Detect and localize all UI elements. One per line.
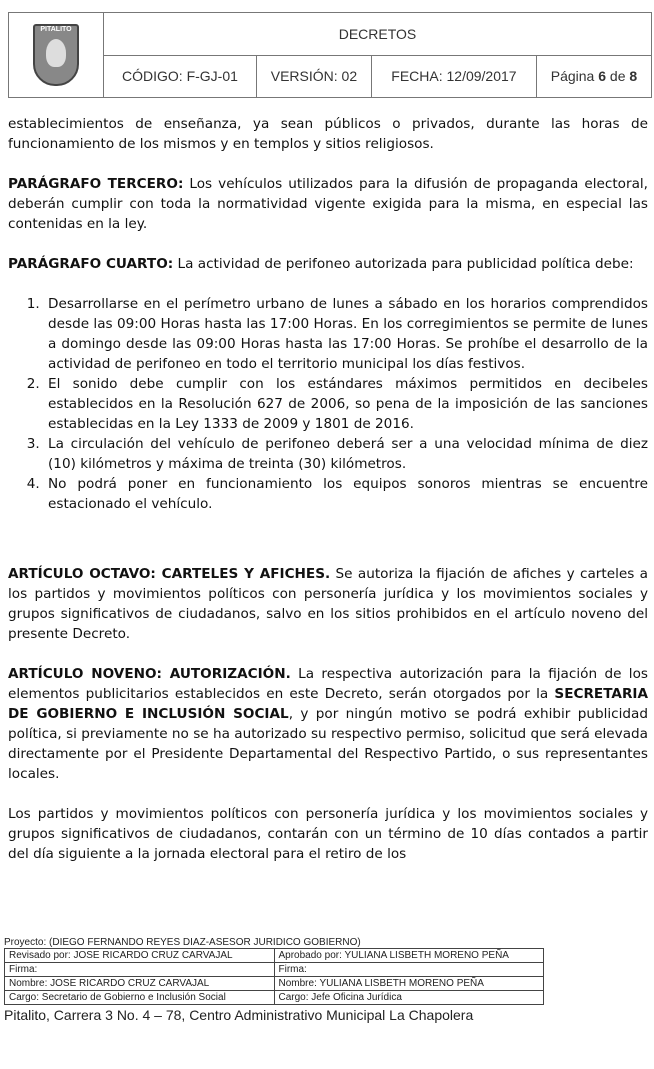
approved-by: Aprobado por: YULIANA LISBETH MORENO PEÑA <box>274 949 544 963</box>
list-item: 4. No podrá poner en funcionamiento los equipos sonoros mientras se encuentre estacionado el vehículo. <box>44 474 648 514</box>
name-left: Nombre: JOSE RICARDO CRUZ CARVAJAL <box>5 977 275 991</box>
document-body <box>8 114 648 884</box>
articulo-octavo: ARTÍCULO OCTAVO: CARTELES Y AFICHES. Se autoriza la fijación de afiches y carteles a los partidos y movimientos políticos con personería jurídica y los movimientos sociales y grupos significativos de ciudadanos, salvo en los sitios prohibidos en el artículo noveno del presente Decreto. <box>8 566 648 642</box>
document-title: DECRETOS <box>104 13 652 56</box>
requirements-list <box>8 294 648 514</box>
reviewed-by: Revisado por: JOSE RICARDO CRUZ CARVAJAL <box>5 949 275 963</box>
logo-text: PITALITO <box>40 26 72 33</box>
position-right: Cargo: Jefe Oficina Jurídica <box>274 991 544 1005</box>
signature-footer <box>4 937 650 1023</box>
version: VERSIÓN: 02 <box>256 55 371 98</box>
articulo-noveno: ARTÍCULO NOVENO: AUTORIZACIÓN. La respectiva autorización para la fijación de los elementos publicitarios establecidos en este Decreto, serán otorgados por la SECRETARIA DE GOBIERNO E INCLUSIÓN SOCIAL, y por ningún motivo se podrá exhibir publicidad política, si previamente no se ha autorizado su respectivo permiso, solicitud que será elevada directamente por el Presidente Departamental del Respectivo Partido, o sus representantes locales. <box>8 666 649 782</box>
proyecto-line: Proyecto: (DIEGO FERNANDO REYES DIAZ-ASESOR JURIDICO GOBIERNO) <box>4 937 361 948</box>
page-number: Página 6 de 8 <box>536 55 651 98</box>
paragrafo-cuarto: PARÁGRAFO CUARTO: La actividad de perifoneo autorizada para publicidad política debe: <box>8 256 634 272</box>
date: FECHA: 12/09/2017 <box>371 55 536 98</box>
position-left: Cargo: Secretario de Gobierno e Inclusión Social <box>5 991 275 1005</box>
list-item: 1. Desarrollarse en el perímetro urbano de lunes a sábado en los horarios comprendidos desde las 09:00 Horas hasta las 17:00 Horas. En los corregimientos se permite de lunes a domingo desde las 09:00 Horas hasta las 17:00 Horas. Se prohíbe el desarrollo de la actividad de perifoneo en todo el territorio municipal los días festivos. <box>44 294 648 374</box>
document-header <box>8 12 652 98</box>
paragraph: establecimientos de enseñanza, ya sean públicos o privados, durante las horas de funcionamiento de los mismos y en templos y sitios religiosos. <box>8 116 648 152</box>
approval-table <box>4 948 544 1005</box>
paragrafo-tercero: PARÁGRAFO TERCERO: Los vehículos utilizados para la difusión de propaganda electoral, deberán cumplir con toda la normatividad vigente exigida para la misma, en especial las contenidas en la ley. <box>8 176 648 232</box>
address: Pitalito, Carrera 3 No. 4 – 78, Centro Administrativo Municipal La Chapolera <box>4 1007 474 1023</box>
signature-left: Firma: <box>5 963 275 977</box>
list-item: 2. El sonido debe cumplir con los estándares máximos permitidos en decibeles establecidos en la Resolución 627 de 2006, so pena de la imposición de las sanciones establecidas en la Ley 1333 de 2009 y 1801 de 2016. <box>44 374 648 434</box>
logo-cell <box>9 13 104 98</box>
name-right: Nombre: YULIANA LISBETH MORENO PEÑA <box>274 977 544 991</box>
paragraph: Los partidos y movimientos políticos con personería jurídica y los movimientos sociales y grupos significativos de ciudadanos, contarán con un término de 10 días contados a partir del día siguiente a la jornada electoral para el retiro de los <box>8 806 648 862</box>
list-item: 3. La circulación del vehículo de perifoneo deberá ser a una velocidad mínima de diez (10) kilómetros y máxima de treinta (30) kilómetros. <box>44 434 648 474</box>
municipal-shield-logo <box>33 24 79 86</box>
signature-right: Firma: <box>274 963 544 977</box>
code: CÓDIGO: F-GJ-01 <box>104 55 257 98</box>
